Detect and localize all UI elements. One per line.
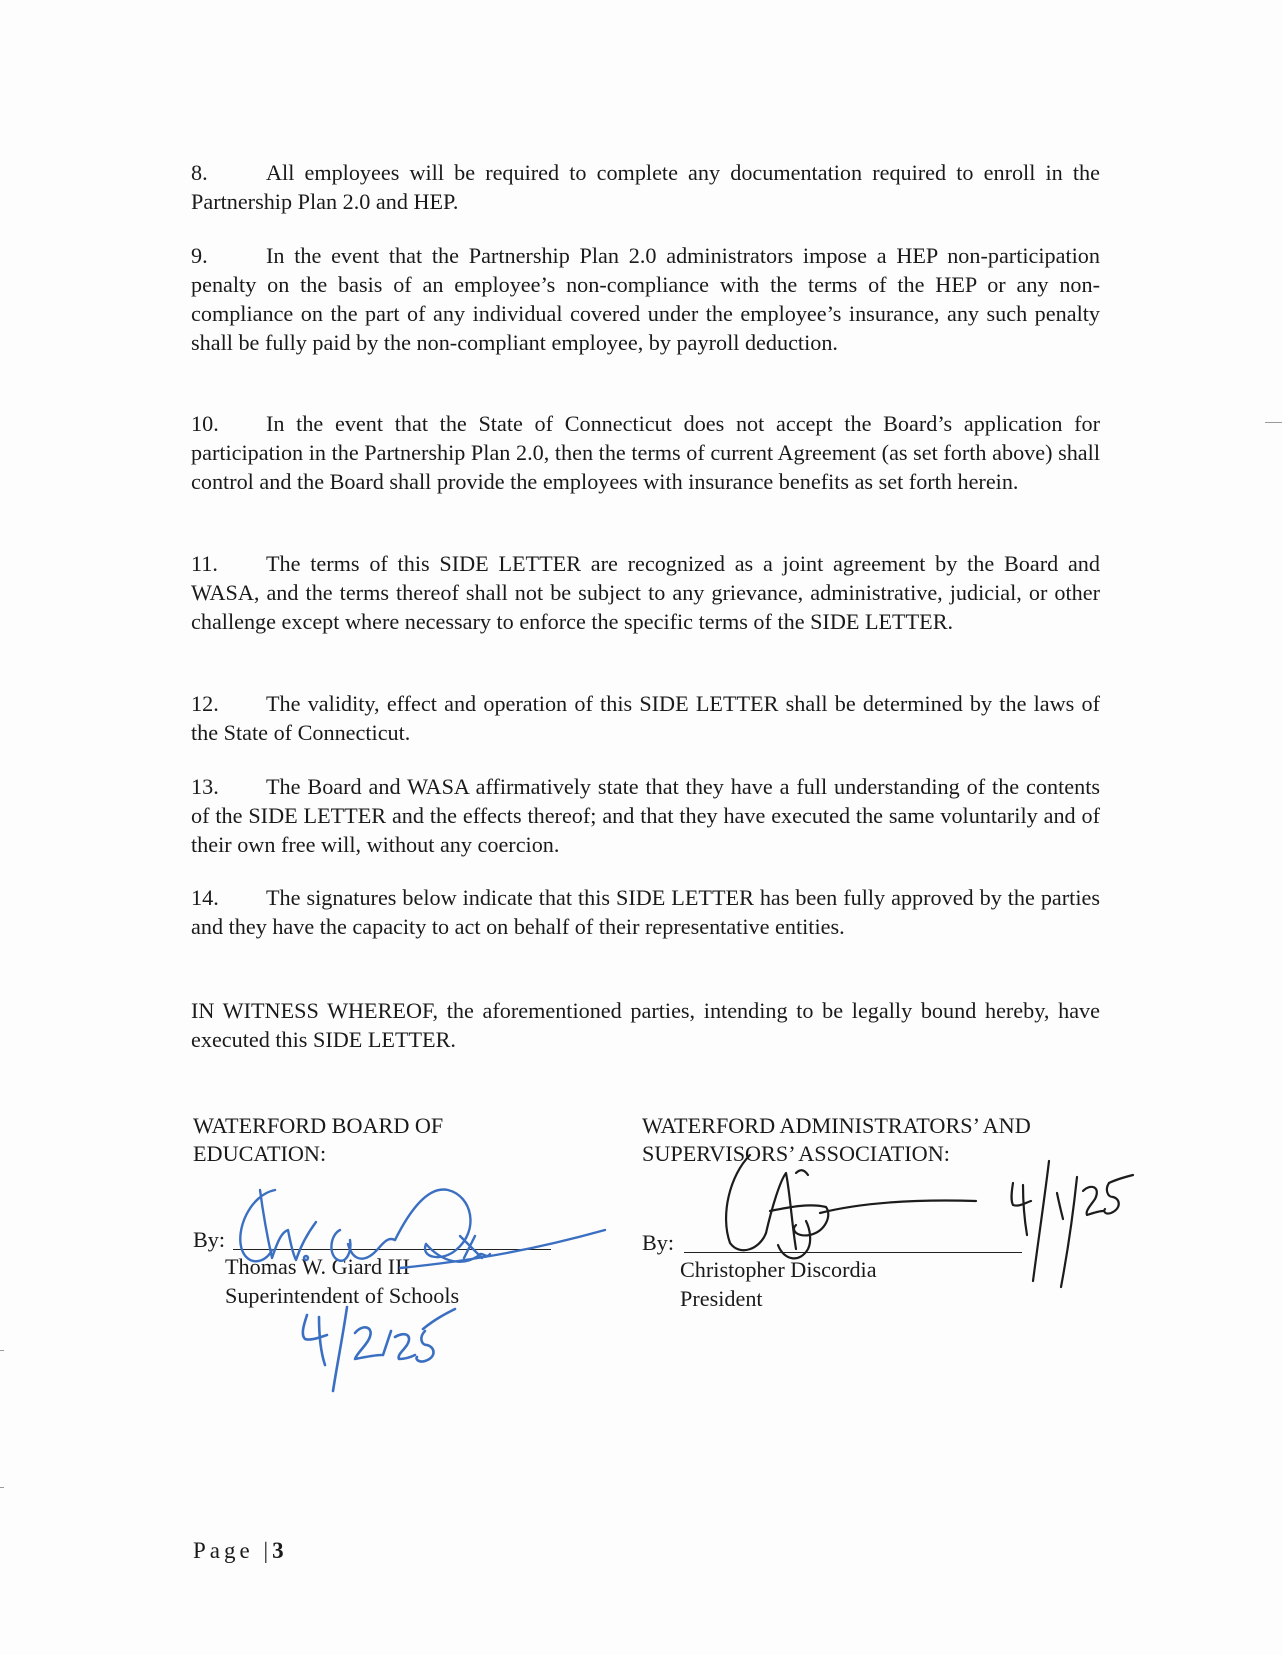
by-label: By: [642,1230,675,1255]
paragraph-14 [191,883,1100,941]
signer-title: President [680,1286,763,1311]
paragraph-text: The Board and WASA affirmatively state that they have a full understanding of the contents of the SIDE LETTER and the effects thereof; and that they have executed the same voluntarily and of their own free will, without any coercion. [191,774,1100,857]
paragraph-12 [191,689,1100,747]
paragraph-number: 11. [191,551,218,576]
paragraph-text: The validity, effect and operation of this SIDE LETTER shall be determined by the laws of the State of Connecticut. [191,691,1100,745]
paragraph-text: In the event that the State of Connecticut does not accept the Board’s application for participation in the Partnership Plan 2.0, then the terms of current Agreement (as set forth above) shall control and the Board shall provide the employees with insurance benefits as set forth herein. [191,411,1100,494]
paragraph-text: All employees will be required to complete any documentation required to enroll in the Partnership Plan 2.0 and HEP. [191,160,1100,214]
org-name-line1: WATERFORD BOARD OF [193,1113,444,1138]
handwritten-signature-association [700,1145,1000,1275]
paragraph-text: The signatures below indicate that this SIDE LETTER has been fully approved by the parties and they have the capacity to act on behalf of their representative entities. [191,885,1100,939]
page-number: 3 [272,1538,284,1563]
paragraph-10 [191,409,1100,496]
paragraph-number: 9. [191,243,208,268]
paragraph-number: 13. [191,774,219,799]
paragraph-number: 12. [191,691,219,716]
handwritten-date-association [1005,1155,1135,1295]
signer-name: Christopher Discordia [680,1257,877,1282]
scan-edge-mark [0,1487,4,1488]
paragraph-11 [191,549,1100,636]
org-name-line2: SUPERVISORS’ ASSOCIATION: [642,1141,950,1166]
scan-edge-mark [1265,422,1282,423]
witness-clause: IN WITNESS WHEREOF, the aforementioned parties, intending to be legally bound hereby, have executed this SIDE LETTER. [191,998,1100,1052]
org-name-line2: EDUCATION: [193,1141,327,1166]
paragraph-text: The terms of this SIDE LETTER are recognized as a joint agreement by the Board and WASA, and the terms thereof shall not be subject to any grievance, administrative, judicial, or other challenge except where necessary to enforce the specific terms of the SIDE LETTER. [191,551,1100,634]
paragraph-9 [191,241,1100,357]
handwritten-signature-board [220,1160,620,1290]
handwritten-date-board [295,1295,465,1405]
by-label: By: [193,1227,226,1252]
signer-title: Superintendent of Schools [225,1283,460,1308]
paragraph-13 [191,772,1100,859]
paragraph-number: 14. [191,885,219,910]
page-label: Page | [193,1538,273,1563]
paragraph-number: 8. [191,160,208,185]
scan-edge-mark [0,1350,4,1351]
paragraph-text: In the event that the Partnership Plan 2.0 administrators impose a HEP non-participation penalty on the basis of an employee’s non-compliance with the terms of the HEP or any non-compliance on the part of any individual covered under the employee’s insurance, any such penalty shall be fully paid by the non-compliant employee, by payroll deduction. [191,243,1100,355]
paragraph-8 [191,158,1100,216]
paragraph-number: 10. [191,411,219,436]
page-footer [193,1538,284,1564]
signer-name: Thomas W. Giard III [225,1254,410,1279]
org-name-line1: WATERFORD ADMINISTRATORS’ AND [642,1113,1031,1138]
